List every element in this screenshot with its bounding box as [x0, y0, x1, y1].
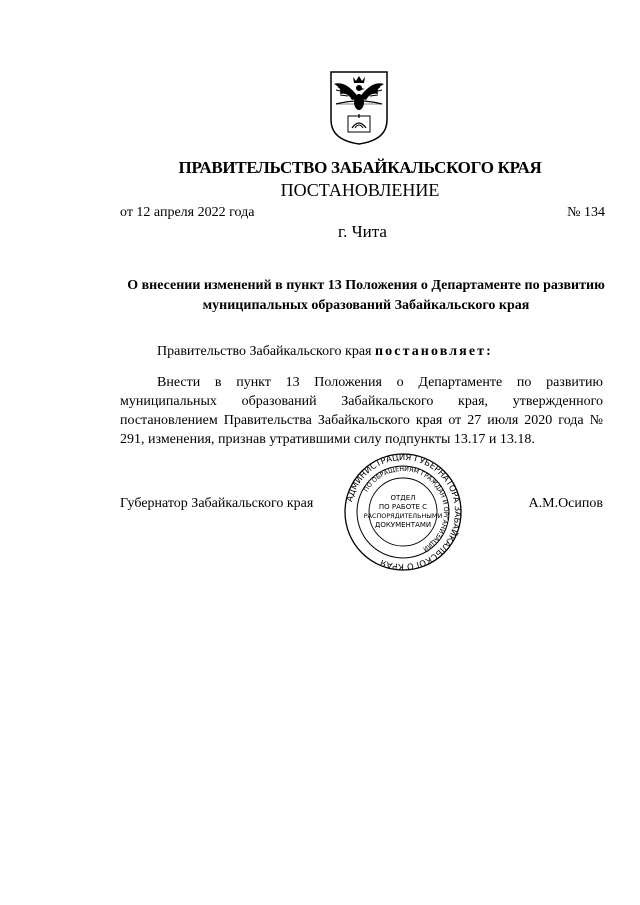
preamble-text: Правительство Забайкальского края — [157, 344, 375, 359]
document-city: г. Чита — [338, 222, 387, 241]
preamble — [157, 344, 493, 360]
stamp-outer-text: АДМИНИСТРАЦИЯ ГУБЕРНАТОРА ЗАБАЙКАЛЬСКОГО КРАЯ — [345, 452, 463, 572]
body-paragraph: Внести в пункт 13 Положения о Департаменте по развитию муниципальных образований Забайкальского края, утвержденного постановлением Правительства Забайкальского края от 27 июля 2020 года № 291, изменения, признав утратившими силу подпункты 13.17 и 13.18. — [120, 375, 603, 447]
stamp-line-3: РАСПОРЯДИТЕЛЬНЫМИ — [363, 512, 443, 520]
stamp-inner-text: ПО ОБРАЩЕНИЯМ ГРАЖДАН И ОРГАНИЗАЦИЙ — [362, 465, 450, 553]
coat-of-arms-icon — [328, 70, 390, 146]
signer-name: А.М.Осипов — [528, 496, 603, 511]
official-stamp — [340, 452, 466, 572]
document-type: ПОСТАНОВЛЕНИЕ — [280, 180, 440, 200]
stamp-line-2: ПО РАБОТЕ С — [378, 503, 428, 511]
stamp-line-1: ОТДЕЛ — [390, 494, 416, 502]
document-subject: О внесении изменений в пункт 13 Положения о Департаменте по развитию муниципальных образований Забайкальского края — [127, 278, 605, 313]
government-title: ПРАВИТЕЛЬСТВО ЗАБАЙКАЛЬСКОГО КРАЯ — [178, 158, 542, 177]
stamp-line-4: ДОКУМЕНТАМИ — [374, 521, 432, 529]
preamble-resolves: постановляет: — [374, 344, 493, 359]
signer-title: Губернатор Забайкальского края — [120, 496, 314, 511]
document-date: от 12 апреля 2022 года — [120, 205, 255, 220]
document-number: № 134 — [567, 205, 605, 220]
